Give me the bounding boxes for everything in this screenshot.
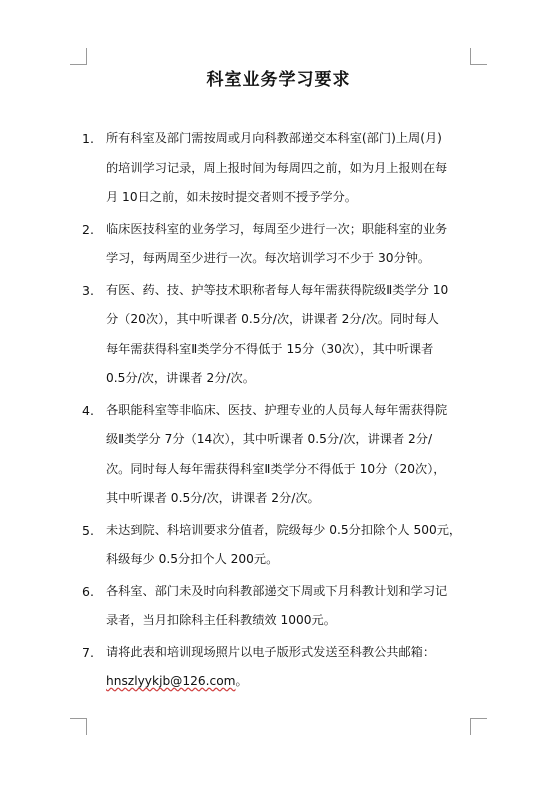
requirement-number: 3. <box>82 282 94 298</box>
requirement-number: 1. <box>82 131 94 146</box>
requirements-list <box>80 124 480 699</box>
document-title: 科室业务学习要求 <box>206 70 351 90</box>
requirement-number: 2. <box>82 221 94 237</box>
requirement-text-line: 月 10日之前，如未按时提交者则不授予学分。 <box>106 190 357 204</box>
requirement-number: 7. <box>82 644 94 660</box>
requirement-text-line: 0.5分/次，讲课者 2分/次。 <box>106 371 255 385</box>
email-address: hnszlyykjb@126.com <box>106 674 236 688</box>
requirement-text-line: 未达到院、科培训要求分值者，院级每少 0.5分扣除个人 500元， <box>106 522 462 537</box>
requirement-text-line: 有医、药、技、护等技术职称者每人每年需获得院级Ⅱ类学分 10 <box>106 282 449 297</box>
email-line <box>106 667 480 697</box>
requirement-item <box>80 516 480 575</box>
requirement-number: 6. <box>82 583 94 599</box>
requirement-text-line: 的培训学习记录，周上报时间为每周四之前，如为月上报则在每 <box>106 160 448 175</box>
requirement-item <box>80 638 480 697</box>
requirement-text-line: 科级每少 0.5分扣个人 200元。 <box>106 552 279 566</box>
requirement-text-line: 各科室、部门未及时向科教部递交下周或下月科教计划和学习记 <box>106 583 448 598</box>
requirement-text-line: 次。同时每人每年需获得科室Ⅱ类学分不得低于 10分（20次）， <box>106 461 446 476</box>
page-corner-mark-top-left <box>70 48 87 65</box>
requirement-text-line: 录者，当月扣除科主任科教绩效 1000元。 <box>106 613 336 627</box>
page-corner-mark-bottom-left <box>70 718 87 735</box>
requirement-text-line: 请将此表和培训现场照片以电子版形式发送至科教公共邮箱： <box>106 644 436 659</box>
requirement-item <box>80 215 480 274</box>
requirement-item <box>80 124 480 213</box>
requirement-item <box>80 577 480 636</box>
requirement-text-line: 各职能科室等非临床、医技、护理专业的人员每人每年需获得院 <box>106 402 448 417</box>
requirement-text-line: 其中听课者 0.5分/次，讲课者 2分/次。 <box>106 491 320 505</box>
requirement-text-line: 分（20次），其中听课者 0.5分/次，讲课者 2分/次。同时每人 <box>106 312 439 326</box>
requirement-text-line: 临床医技科室的业务学习，每周至少进行一次；职能科室的业务 <box>106 221 448 236</box>
requirement-text-line: 所有科室及部门需按周或月向科教部递交本科室(部门)上周(月) <box>106 131 442 145</box>
page-corner-mark-bottom-right <box>470 718 487 735</box>
requirement-item <box>80 276 480 394</box>
requirement-item <box>80 396 480 514</box>
requirement-text-line: 级Ⅱ类学分 7分（14次），其中听课者 0.5分/次，讲课者 2分/ <box>106 432 433 446</box>
requirement-text-line: 每年需获得科室Ⅱ类学分不得低于 15分（30次），其中听课者 <box>106 341 434 356</box>
email-suffix: 。 <box>235 674 248 688</box>
requirement-number: 5. <box>82 522 94 538</box>
requirement-text-line: 学习，每两周至少进行一次。每次培训学习不少于 30分钟。 <box>106 251 431 265</box>
requirement-number: 4. <box>82 402 94 418</box>
page-corner-mark-top-right <box>470 48 487 65</box>
